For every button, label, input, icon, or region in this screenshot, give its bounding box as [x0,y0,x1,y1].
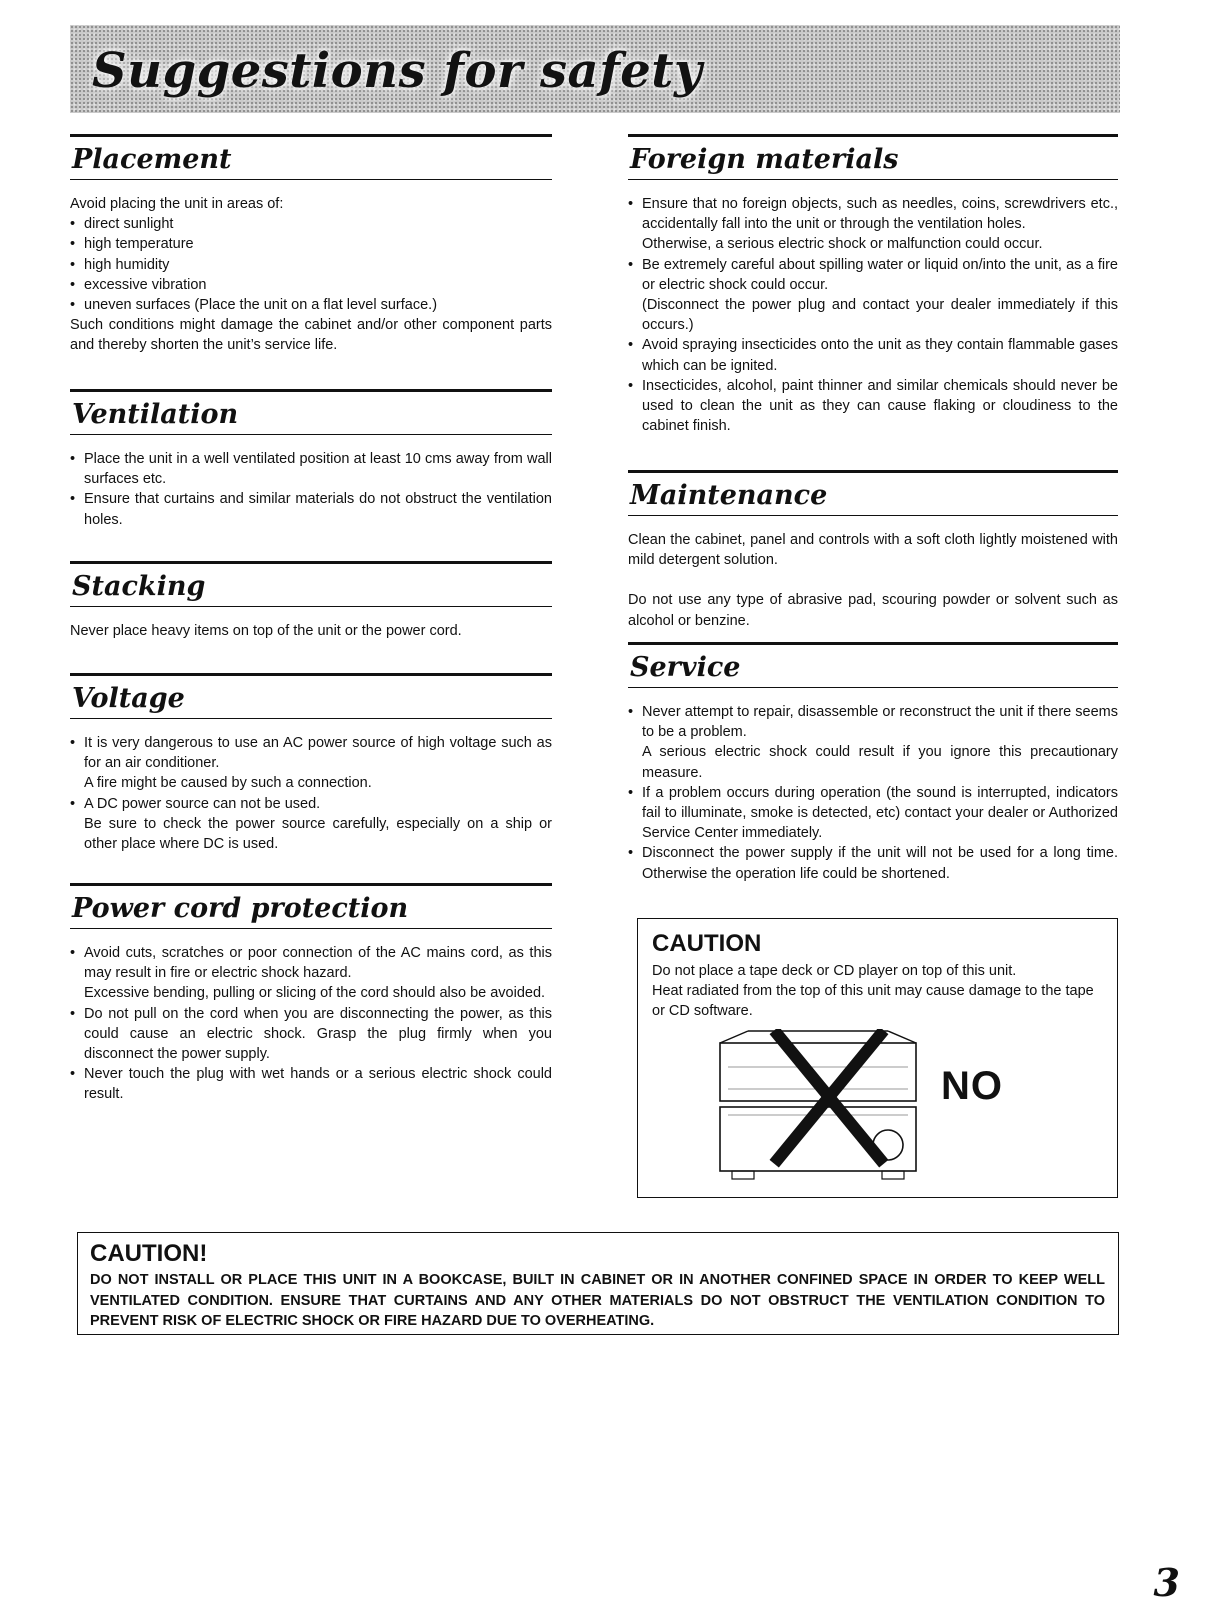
foot-right [882,1171,904,1179]
maintenance-body [628,530,1118,631]
voltage-item-2-note: Be sure to check the power source carefully, especially on a ship or other place where DC is used. [84,815,552,853]
list-item: • Insecticides, alcohol, paint thinner and similar chemicals should never be used to clean the unit as they can cause flaking or cloudiness to the cabinet finish. [628,376,1118,437]
maintenance-para-1: Clean the cabinet, panel and controls with a soft cloth lightly moistened with mild detergent solution. [628,532,1118,569]
section-foreign-materials [628,134,1118,436]
service-item-1-note: A serious electric shock could result if you ignore this precautionary measure. [642,744,1118,781]
voltage-body [70,733,552,854]
list-item: • Do not pull on the cord when you are disconnecting the power, as this could cause an electric shock. Grasp the plug firmly when you disconnect the power supply. [70,1004,552,1065]
list-item [628,702,1118,783]
placement-list [70,214,552,315]
list-item: • high temperature [70,234,552,254]
section-service [628,642,1118,884]
power-cord-body [70,943,552,1105]
foreign-item-2: • Be extremely careful about spilling water or liquid on/into the unit, as a fire or electric shock could occur. [642,256,1118,293]
heading-foreign-materials: Foreign materials [628,134,1118,180]
warning-title: CAUTION! [90,1240,208,1267]
foreign-item-1-note: Otherwise, a serious electric shock or malfunction could occur. [642,236,1043,253]
caution-box [637,918,1118,1198]
stacking-text: Never place heavy items on top of the unit or the power cord. [70,623,462,639]
list-item: • Disconnect the power supply if the unit will not be used for a long time. Otherwise the operation life could be shortened. [628,843,1118,883]
service-item-1: • Never attempt to repair, disassemble or reconstruct the unit if there seems to be a problem. [642,704,1118,741]
foreign-list [628,194,1118,436]
list-item [70,733,552,794]
stacking-body [70,621,552,641]
ventilation-body [70,449,552,530]
spacer [628,570,1118,590]
list-item: • uneven surfaces (Place the unit on a flat level surface.) [70,295,552,315]
list-item [628,255,1118,336]
warning-text: DO NOT INSTALL OR PLACE THIS UNIT IN A BOOKCASE, BUILT IN CABINET OR IN ANOTHER CONFINED SPACE IN ORDER TO KEEP WELL VENTILATED CONDITION. ENSURE THAT CURTAINS AND ANY OTHER MATERIALS DO NOT OBSTRUCT THE VENTILATION CONDITION TO PREVENT RISK OF ELECTRIC SHOCK OR FIRE HAZARD DUE TO OVERHEATING. [90,1272,1105,1329]
caution-title: CAUTION [652,930,762,957]
list-item: • Avoid spraying insecticides onto the unit as they contain flammable gases which can be ignited. [628,335,1118,375]
section-maintenance [628,470,1118,631]
list-item: • Never touch the plug with wet hands or a serious electric shock could result. [70,1064,552,1104]
caution-line-2: Heat radiated from the top of this unit may cause damage to the tape or CD software. [652,983,1094,1020]
foreign-item-2-note: (Disconnect the power plug and contact your dealer immediately if this occurs.) [642,297,1118,334]
foot-left [732,1171,754,1179]
power-cord-item-1: • Avoid cuts, scratches or poor connection of the AC mains cord, as this may result in fire or electric shock hazard. [84,945,552,982]
foreign-body [628,194,1118,436]
heading-stacking: Stacking [70,561,552,607]
heading-ventilation: Ventilation [70,389,552,435]
list-item: • Ensure that curtains and similar materials do not obstruct the ventilation holes. [70,489,552,529]
service-list [628,702,1118,884]
heading-service: Service [628,642,1118,688]
list-item: • direct sunlight [70,214,552,234]
caution-text [652,961,1102,1022]
foreign-item-1: • Ensure that no foreign objects, such as needles, coins, screwdrivers etc., accidentally fall into the unit or through the ventilation holes. [642,196,1118,233]
heading-power-cord: Power cord protection [70,883,552,929]
section-placement [70,134,552,356]
cross-out-icon [778,1035,880,1159]
list-item [70,794,552,855]
power-cord-item-1-note: Excessive bending, pulling or slicing of the cord should also be avoided. [84,985,546,1002]
heading-placement: Placement [70,134,552,180]
list-item: • high humidity [70,255,552,275]
placement-body [70,194,552,356]
stacked-devices-illustration [708,1029,928,1189]
warning-box [77,1232,1119,1335]
placement-intro: Avoid placing the unit in areas of: [70,196,284,212]
list-item [628,194,1118,255]
voltage-item-1-note: A fire might be caused by such a connection. [84,775,372,792]
heading-voltage: Voltage [70,673,552,719]
list-item: • If a problem occurs during operation (the sound is interrupted, indicators fail to illuminate, smoke is detected, etc) contact your dealer or Authorized Service Center immediately. [628,783,1118,844]
list-item: • Place the unit in a well ventilated position at least 10 cms away from wall surfaces etc. [70,449,552,489]
page-number: 3 [1153,1560,1180,1605]
maintenance-para-2: Do not use any type of abrasive pad, scouring powder or solvent such as alcohol or benzine. [628,592,1118,629]
ventilation-list [70,449,552,530]
caution-line-1: Do not place a tape deck or CD player on top of this unit. [652,963,1017,979]
voltage-item-1: • It is very dangerous to use an AC power source of high voltage such as for an air conditioner. [84,735,552,772]
voltage-list [70,733,552,854]
power-cord-list [70,943,552,1105]
voltage-item-2: • A DC power source can not be used. [84,795,321,812]
page-title: Suggestions for safety [92,43,703,99]
heading-maintenance: Maintenance [628,470,1118,516]
no-label: NO [941,1064,1003,1108]
section-stacking [70,561,552,641]
section-voltage [70,673,552,854]
section-power-cord [70,883,552,1105]
list-item [70,943,552,1004]
service-body [628,702,1118,884]
title-banner [70,25,1120,113]
section-ventilation [70,389,552,530]
placement-outro: Such conditions might damage the cabinet and/or other component parts and thereby shorten the unit’s service life. [70,317,552,354]
list-item: • excessive vibration [70,275,552,295]
